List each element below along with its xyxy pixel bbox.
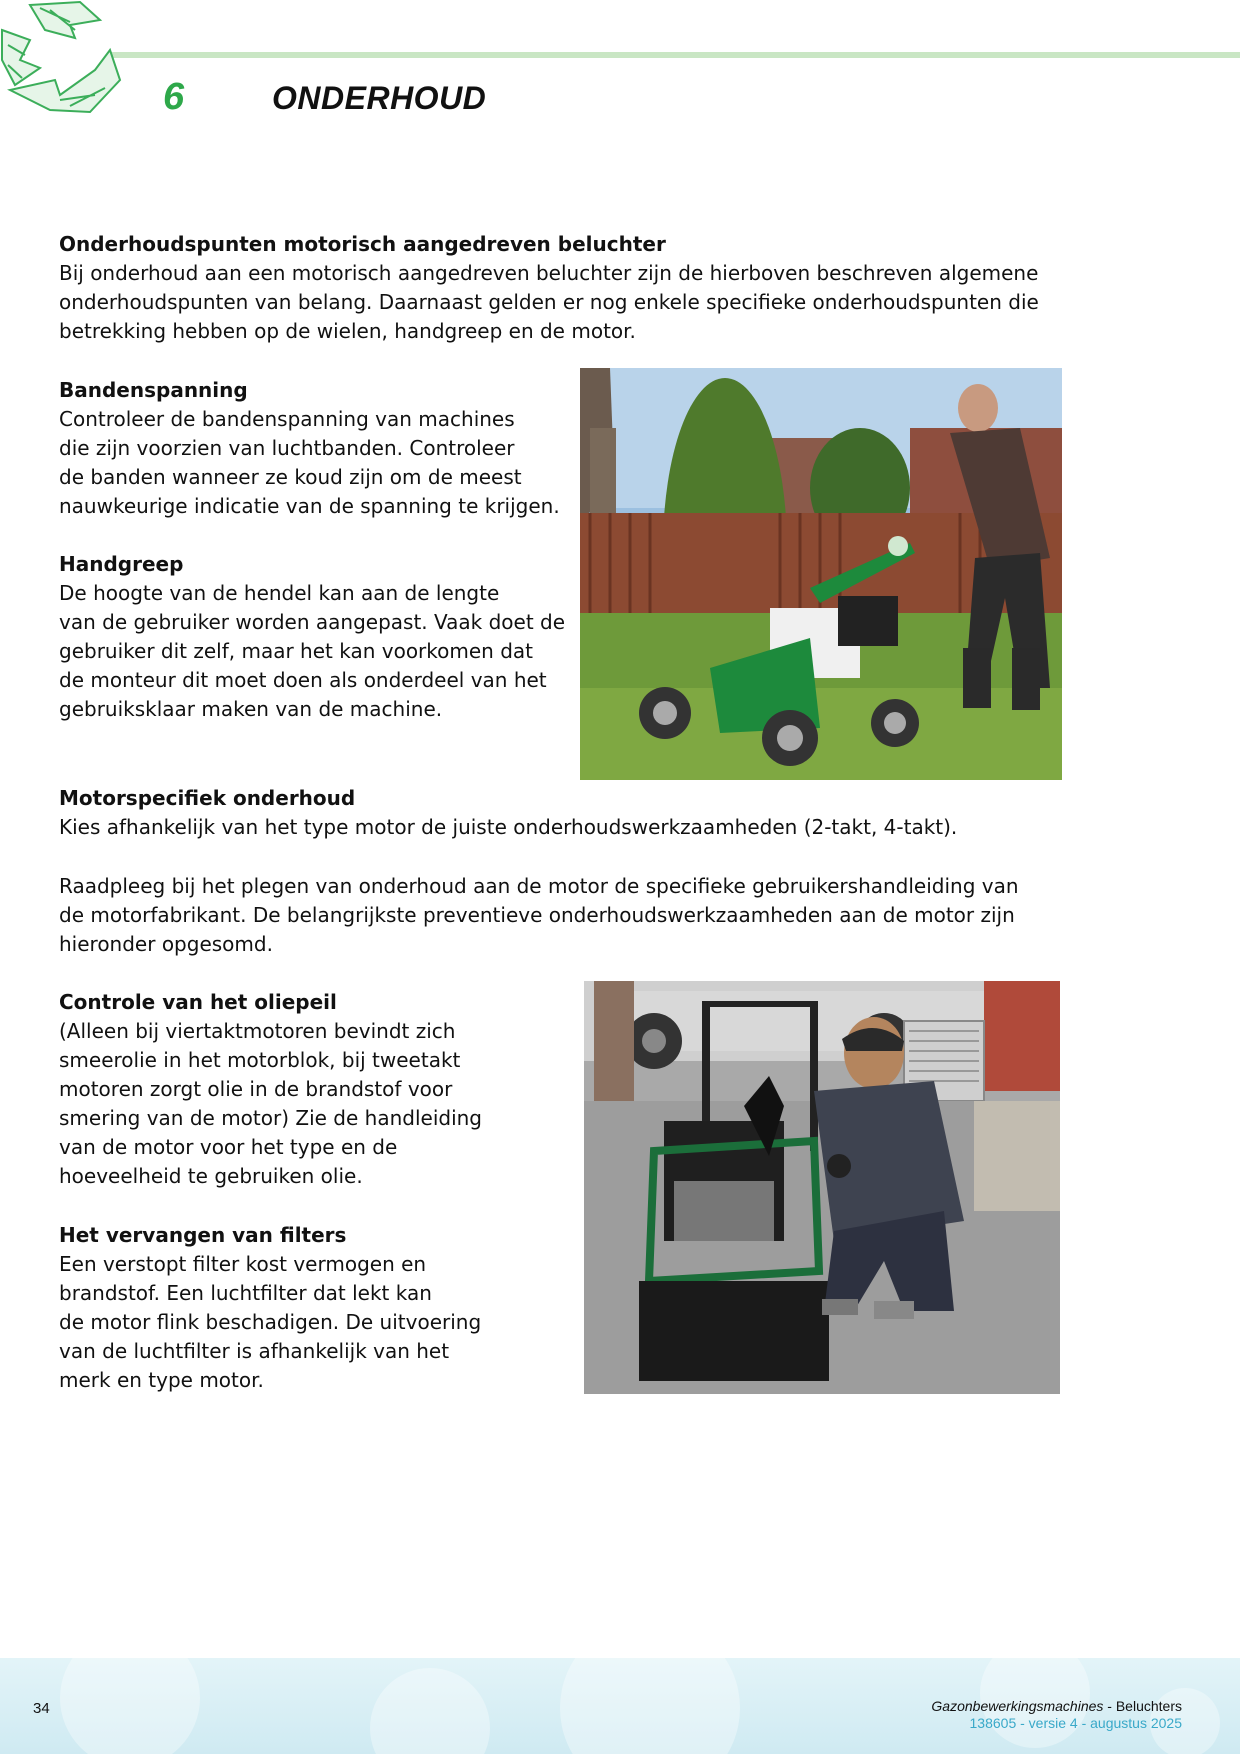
photo-aerator-garden: [580, 368, 1062, 780]
section-bandenspanning: [59, 376, 579, 521]
section-motorspecifiek: [59, 784, 1059, 842]
footer-doc-title: [931, 1698, 1182, 1715]
section-intro: [59, 230, 1059, 346]
photo-engine-maintenance: [584, 981, 1060, 1394]
section-text: De hoogte van de hendel kan aan de lengte van de gebruiker worden aangepast. Vaak doet de gebruiker dit zelf, maar het kan voorkomen dat de monteur dit moet doen als onderdeel van het gebruiksklaar maken van de machine.: [59, 581, 566, 721]
section-text: Kies afhankelijk van het type motor de juiste onderhoudswerkzaamheden (2-takt, 4-takt).: [59, 815, 958, 839]
section-heading: Motorspecifiek onderhoud: [59, 786, 356, 810]
section-heading: Handgreep: [59, 552, 184, 576]
section-text: (Alleen bij viertaktmotoren bevindt zich smeerolie in het motorblok, bij tweetakt motoren zorgt olie in de brandstof voor smering van de motor) Zie de handleiding van de motor voor het type en de hoeveelheid te gebruiken olie.: [59, 1019, 482, 1188]
footer-doc-version: 138605 - versie 4 - augustus 2025: [969, 1715, 1182, 1731]
section-text: Bij onderhoud aan een motorisch aangedreven beluchter zijn de hierboven beschreven algemene onderhoudspunten van belang. Daarnaast gelden er nog enkele specifieke onderhoudspunten die betrekking hebben op de wielen, handgreep en de motor.: [59, 261, 1039, 343]
section-heading: Controle van het oliepeil: [59, 990, 337, 1014]
page-number: 34: [33, 1700, 50, 1717]
section-filters: [59, 1221, 519, 1395]
footer-doc-title-rest: - Beluchters: [1103, 1698, 1182, 1714]
section-oliepeil: [59, 988, 519, 1191]
footer-doc-title-italic: Gazonbewerkingsmachines: [931, 1698, 1104, 1714]
section-text: Raadpleeg bij het plegen van onderhoud aan de motor de specifieke gebruikershandleiding van de motorfabrikant. De belangrijkste preventieve onderhoudswerkzaamheden aan de motor zijn hieronder opgesomd.: [59, 874, 1019, 956]
section-heading: Het vervangen van filters: [59, 1223, 347, 1247]
section-heading: Onderhoudspunten motorisch aangedreven beluchter: [59, 232, 666, 256]
section-text: Controleer de bandenspanning van machines die zijn voorzien van luchtbanden. Controleer de banden wanneer ze koud zijn om de meest nauwkeurige indicatie van de spanning te krijgen.: [59, 407, 560, 518]
recycle-arrows-icon: [0, 0, 140, 120]
section-text: Een verstopt filter kost vermogen en brandstof. Een luchtfilter dat lekt kan de motor flink beschadigen. De uitvoering van de luchtfilter is afhankelijk van het merk en type motor.: [59, 1252, 482, 1392]
chapter-number: 6: [163, 76, 185, 118]
section-heading: Bandenspanning: [59, 378, 248, 402]
section-handgreep: [59, 550, 579, 724]
page-footer: [0, 1658, 1240, 1754]
chapter-title: ONDERHOUD: [272, 80, 487, 116]
section-raadpleeg: [59, 872, 1059, 959]
header-rule: [110, 52, 1240, 58]
footer-doc-info: [931, 1698, 1182, 1732]
